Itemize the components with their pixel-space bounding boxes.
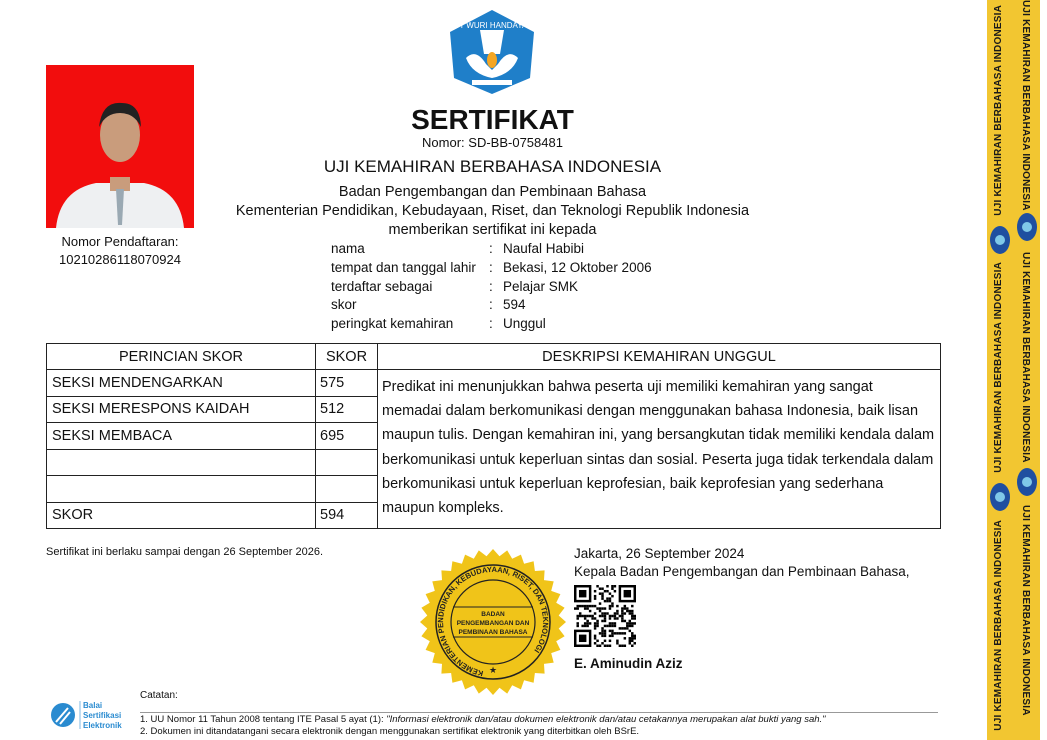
signer-position: Kepala Badan Pengembangan dan Pembinaan Bahasa, [574,564,910,579]
field-label-registered-as: terdaftar sebagai [331,279,433,294]
section-score: 512 [316,396,378,423]
field-label-rank: peringkat kemahiran [331,316,454,331]
stripe-text: UJI KEMAHIRAN BERBAHASA INDONESIA [993,520,1004,731]
header-score: SKOR [316,344,378,370]
section-score: 695 [316,423,378,450]
colon: : [489,297,493,312]
field-label-score: skor [331,297,357,312]
stripe-text: UJI KEMAHIRAN BERBAHASA INDONESIA [993,262,1004,473]
official-seal [420,549,566,695]
seal-center-line: PEMBINAAN BAHASA [458,629,528,636]
qr-code [574,585,636,647]
exam-name: UJI KEMAHIRAN BERBAHASA INDONESIA [323,157,662,176]
stripe-text: UJI KEMAHIRAN BERBAHASA INDONESIA [993,5,1004,216]
field-value-registered-as: Pelajar SMK [503,279,579,294]
validity-text: Sertifikat ini berlaku sampai dengan 26 September 2026. [46,546,324,558]
section-name: SEKSI MERESPONS KAIDAH [47,396,316,423]
colon: : [489,279,493,294]
total-score: 594 [316,502,378,529]
proficiency-description: Predikat ini menunjukkan bahwa peserta uji memiliki kemahiran yang sangat memadai dalam berkomunikasi dengan menggunakan bahasa Indonesia, baik lisan maupun tulis. Dengan kemahiran ini, yang bersangkutan tidak memiliki kendala dalam berkomunikasi untuk keperluan sintas dan sosial. Peserta juga tidak terkendala dalam berkomunikasi untuk keperluan keprofesian, baik keprofesian yang sederhana maupun kompleks. [378,370,941,529]
agency-name: Badan Pengembangan dan Pembinaan Bahasa [338,184,647,200]
given-to-text: memberikan sertifikat ini kepada [388,222,597,238]
note-1-quote: "Informasi elektronik dan/atau dokumen elektronik dan/atau cetakannya merupakan alat bukti yang sah." [386,714,826,725]
colon: : [489,241,493,256]
seal-center-line: PENGEMBANGAN DAN [456,620,530,627]
notes-title: Catatan: [140,690,178,701]
section-name: SEKSI MENDENGARKAN [47,370,316,397]
registration-label: Nomor Pendaftaran: [61,234,179,249]
field-label-name: nama [331,241,365,256]
decorative-side-stripe [987,0,1040,740]
registration-number: 10210286118070924 [59,252,181,267]
note-1: 1. UU Nomor 11 Tahun 2008 tentang ITE Pasal 5 ayat (1): "Informasi elektronik dan/atau dokumen elektronik dan/atau cetakannya merupakan alat bukti yang sah." [140,714,826,725]
stripe-text: UJI KEMAHIRAN BERBAHASA INDONESIA [1020,0,1031,211]
note-2: 2. Dokumen ini ditandatangani secara elektronik dengan menggunakan sertifikat elektronik yang diterbitkan oleh BSrE. [140,726,640,737]
certificate-number: Nomor: SD-BB-0758481 [422,135,563,150]
header-description: DESKRIPSI KEMAHIRAN UNGGUL [378,344,941,370]
field-value-score: 594 [503,297,526,312]
field-value-name: Naufal Habibi [503,241,585,256]
tut-wuri-handayani-logo [446,8,538,96]
section-name: SEKSI MEMBACA [47,423,316,450]
seal-ring-text: KEMENTERIAN PENDIDIKAN, KEBUDAYAAN, RISET, DAN TEKNOLOGI [435,564,551,678]
logo-motto: TUT WURI HANDAYANI [448,21,536,30]
participant-photo [46,65,194,228]
signing-place-date: Jakarta, 26 September 2024 [574,546,745,561]
score-table [46,343,941,529]
stripe-text: UJI KEMAHIRAN BERBAHASA INDONESIA [1020,252,1031,463]
star-icon: ★ [488,665,498,675]
section-score [316,449,378,476]
certificate-title: SERTIFIKAT [411,104,574,135]
section-score [316,476,378,503]
section-name [47,476,316,503]
svg-text:Elektronik: Elektronik [83,721,122,730]
seal-center-line: BADAN [481,611,505,618]
ukbi-logo-icon [989,225,1011,255]
ukbi-logo-icon [1016,212,1038,242]
total-label: SKOR [47,502,316,529]
section-score: 575 [316,370,378,397]
table-row [47,370,941,397]
table-header-row [47,344,941,370]
svg-text:Sertifikasi: Sertifikasi [83,711,122,720]
bsre-logo [50,698,135,732]
notes-divider [140,712,938,713]
section-name [47,449,316,476]
signer-name: E. Aminudin Aziz [574,656,683,671]
stripe-text: UJI KEMAHIRAN BERBAHASA INDONESIA [1020,505,1031,716]
colon: : [489,260,493,275]
svg-text:Balai: Balai [83,701,103,710]
ministry-name: Kementerian Pendidikan, Kebudayaan, Riset, dan Teknologi Republik Indonesia [235,203,750,219]
colon: : [489,316,493,331]
field-value-rank: Unggul [503,316,546,331]
ukbi-logo-icon [989,482,1011,512]
header-score-detail: PERINCIAN SKOR [47,344,316,370]
field-value-birth: Bekasi, 12 Oktober 2006 [503,260,652,275]
field-label-birth: tempat dan tanggal lahir [331,260,476,275]
ukbi-logo-icon [1016,467,1038,497]
